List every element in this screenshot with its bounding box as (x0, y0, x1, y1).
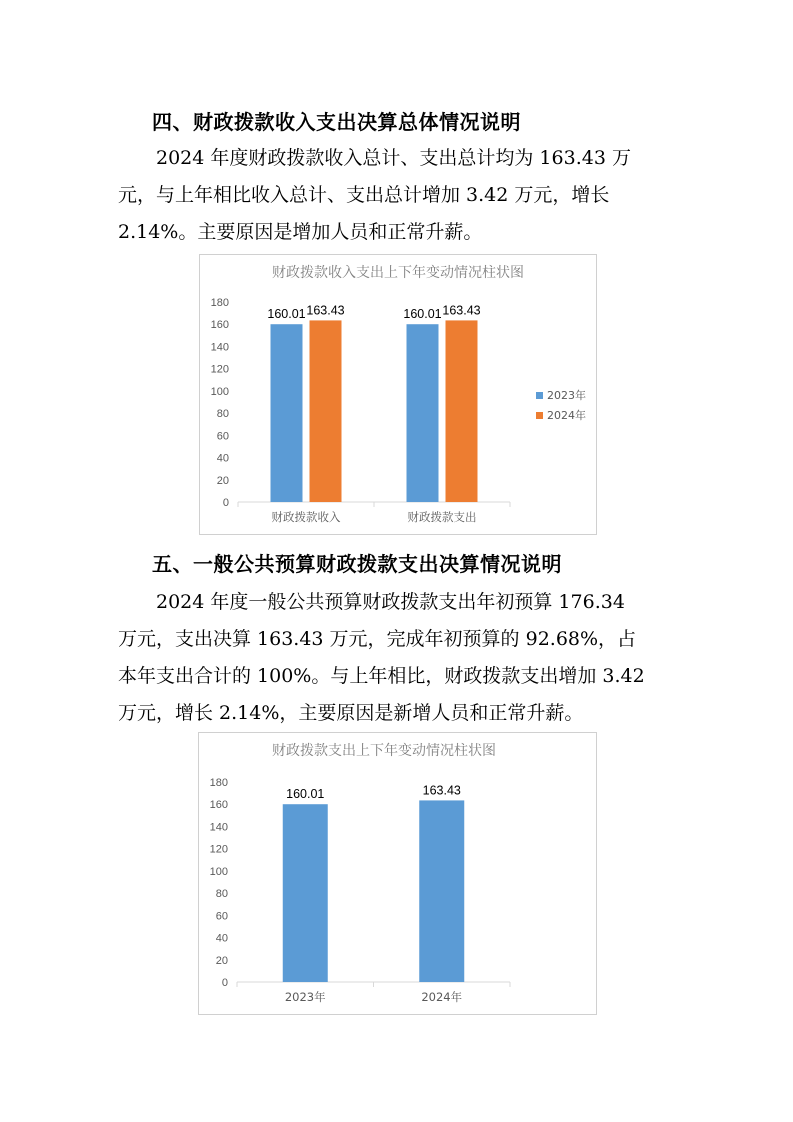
x-category-label: 2023年 (284, 990, 326, 1004)
section4-paragraph (118, 140, 678, 251)
x-category-label: 财政拨款收入 (271, 510, 341, 524)
y-tick-label: 120 (209, 843, 228, 856)
y-tick-label: 60 (216, 430, 229, 443)
y-tick-label: 160 (210, 319, 229, 332)
bar (283, 804, 328, 982)
legend-label: 2023年 (547, 389, 586, 402)
legend-label: 2024年 (547, 409, 586, 422)
section5-line: 本年支出合计的 100%。与上年相比，财政拨款支出增加 3.42 (118, 665, 645, 687)
section5-line: 2024 年度一般公共预算财政拨款支出年初预算 176.34 (156, 591, 625, 613)
bar (271, 324, 303, 502)
y-tick-label: 120 (210, 363, 229, 376)
y-tick-label: 140 (209, 821, 228, 834)
section4-line: 元，与上年相比收入总计、支出总计增加 3.42 万元，增长 (118, 184, 610, 206)
bar (446, 320, 478, 502)
chart-title: 财政拨款支出上下年变动情况柱状图 (272, 743, 496, 759)
y-tick-label: 40 (215, 932, 228, 945)
bar (310, 320, 342, 502)
legend-swatch (536, 412, 543, 419)
section4-line: 2024 年度财政拨款收入总计、支出总计均为 163.43 万 (156, 147, 631, 169)
y-tick-label: 40 (216, 452, 229, 465)
section5-heading: 五、一般公共预算财政拨款支出决算情况说明 (152, 552, 562, 576)
bar (419, 800, 464, 982)
y-tick-label: 80 (216, 408, 229, 421)
section5-line: 万元，增长 2.14%，主要原因是新增人员和正常升薪。 (118, 702, 584, 724)
y-tick-label: 0 (222, 497, 229, 509)
y-tick-label: 100 (209, 865, 228, 878)
y-tick-label: 0 (221, 977, 228, 989)
data-label: 160.01 (286, 787, 325, 802)
chart-2-svg (199, 733, 596, 1014)
section5-paragraph (118, 584, 678, 732)
chart-title: 财政拨款收入支出上下年变动情况柱状图 (272, 265, 524, 281)
y-tick-label: 140 (210, 341, 229, 354)
y-tick-label: 180 (210, 297, 229, 309)
data-label: 163.43 (442, 303, 481, 318)
x-category-label: 财政拨款支出 (407, 510, 477, 524)
section4-heading: 四、财政拨款收入支出决算总体情况说明 (152, 110, 521, 134)
y-tick-label: 100 (210, 385, 229, 398)
y-tick-label: 80 (215, 888, 228, 901)
chart-1 (199, 254, 597, 535)
y-tick-label: 160 (209, 799, 228, 812)
data-label: 160.01 (403, 307, 442, 322)
data-label: 163.43 (306, 303, 345, 318)
x-category-label: 2024年 (421, 990, 463, 1004)
y-tick-label: 20 (215, 954, 228, 967)
bar (407, 324, 439, 502)
legend-swatch (536, 392, 543, 399)
chart-2 (198, 732, 597, 1015)
y-tick-label: 60 (215, 910, 228, 923)
y-tick-label: 180 (209, 777, 228, 789)
data-label: 160.01 (267, 307, 306, 322)
data-label: 163.43 (422, 783, 461, 798)
chart-1-svg (200, 255, 596, 534)
y-tick-label: 20 (216, 474, 229, 487)
section5-line: 万元，支出决算 163.43 万元，完成年初预算的 92.68%，占 (118, 628, 637, 650)
section4-line: 2.14%。主要原因是增加人员和正常升薪。 (118, 221, 483, 243)
